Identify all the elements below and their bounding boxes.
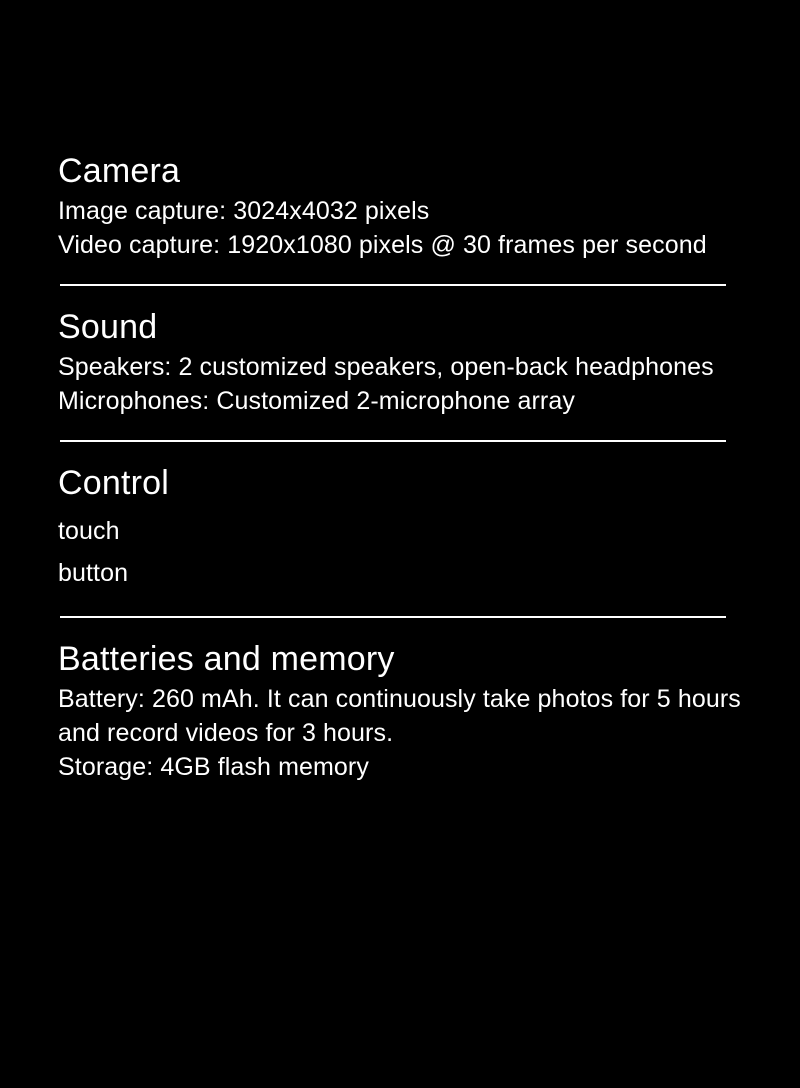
section-body-control [58, 510, 742, 594]
spec-line: Battery: 260 mAh. It can continuously take photos for 5 hours and record videos for 3 hours. [58, 685, 741, 747]
section-body-sound [58, 350, 742, 418]
spec-line: Storage: 4GB flash memory [58, 753, 369, 781]
section-sound [58, 306, 742, 418]
section-title-control: Control [58, 464, 170, 502]
spec-line: Microphones: Customized 2-microphone array [58, 387, 575, 415]
spec-line: Speakers: 2 customized speakers, open-back headphones [58, 353, 714, 381]
section-camera [58, 150, 742, 262]
section-title-sound: Sound [58, 308, 158, 346]
section-divider [60, 616, 726, 618]
spec-line: touch [58, 517, 120, 545]
section-divider [60, 284, 726, 286]
section-divider [60, 440, 726, 442]
section-body-camera [58, 194, 742, 262]
section-batteries-and-memory [58, 638, 742, 784]
section-title-batteries: Batteries and memory [58, 640, 395, 678]
section-control [58, 462, 742, 594]
section-title-camera: Camera [58, 152, 181, 190]
spec-line: button [58, 559, 129, 587]
spec-line: Video capture: 1920x1080 pixels @ 30 frames per second [58, 231, 707, 259]
spec-line: Image capture: 3024x4032 pixels [58, 197, 430, 225]
section-body-batteries [58, 682, 742, 784]
